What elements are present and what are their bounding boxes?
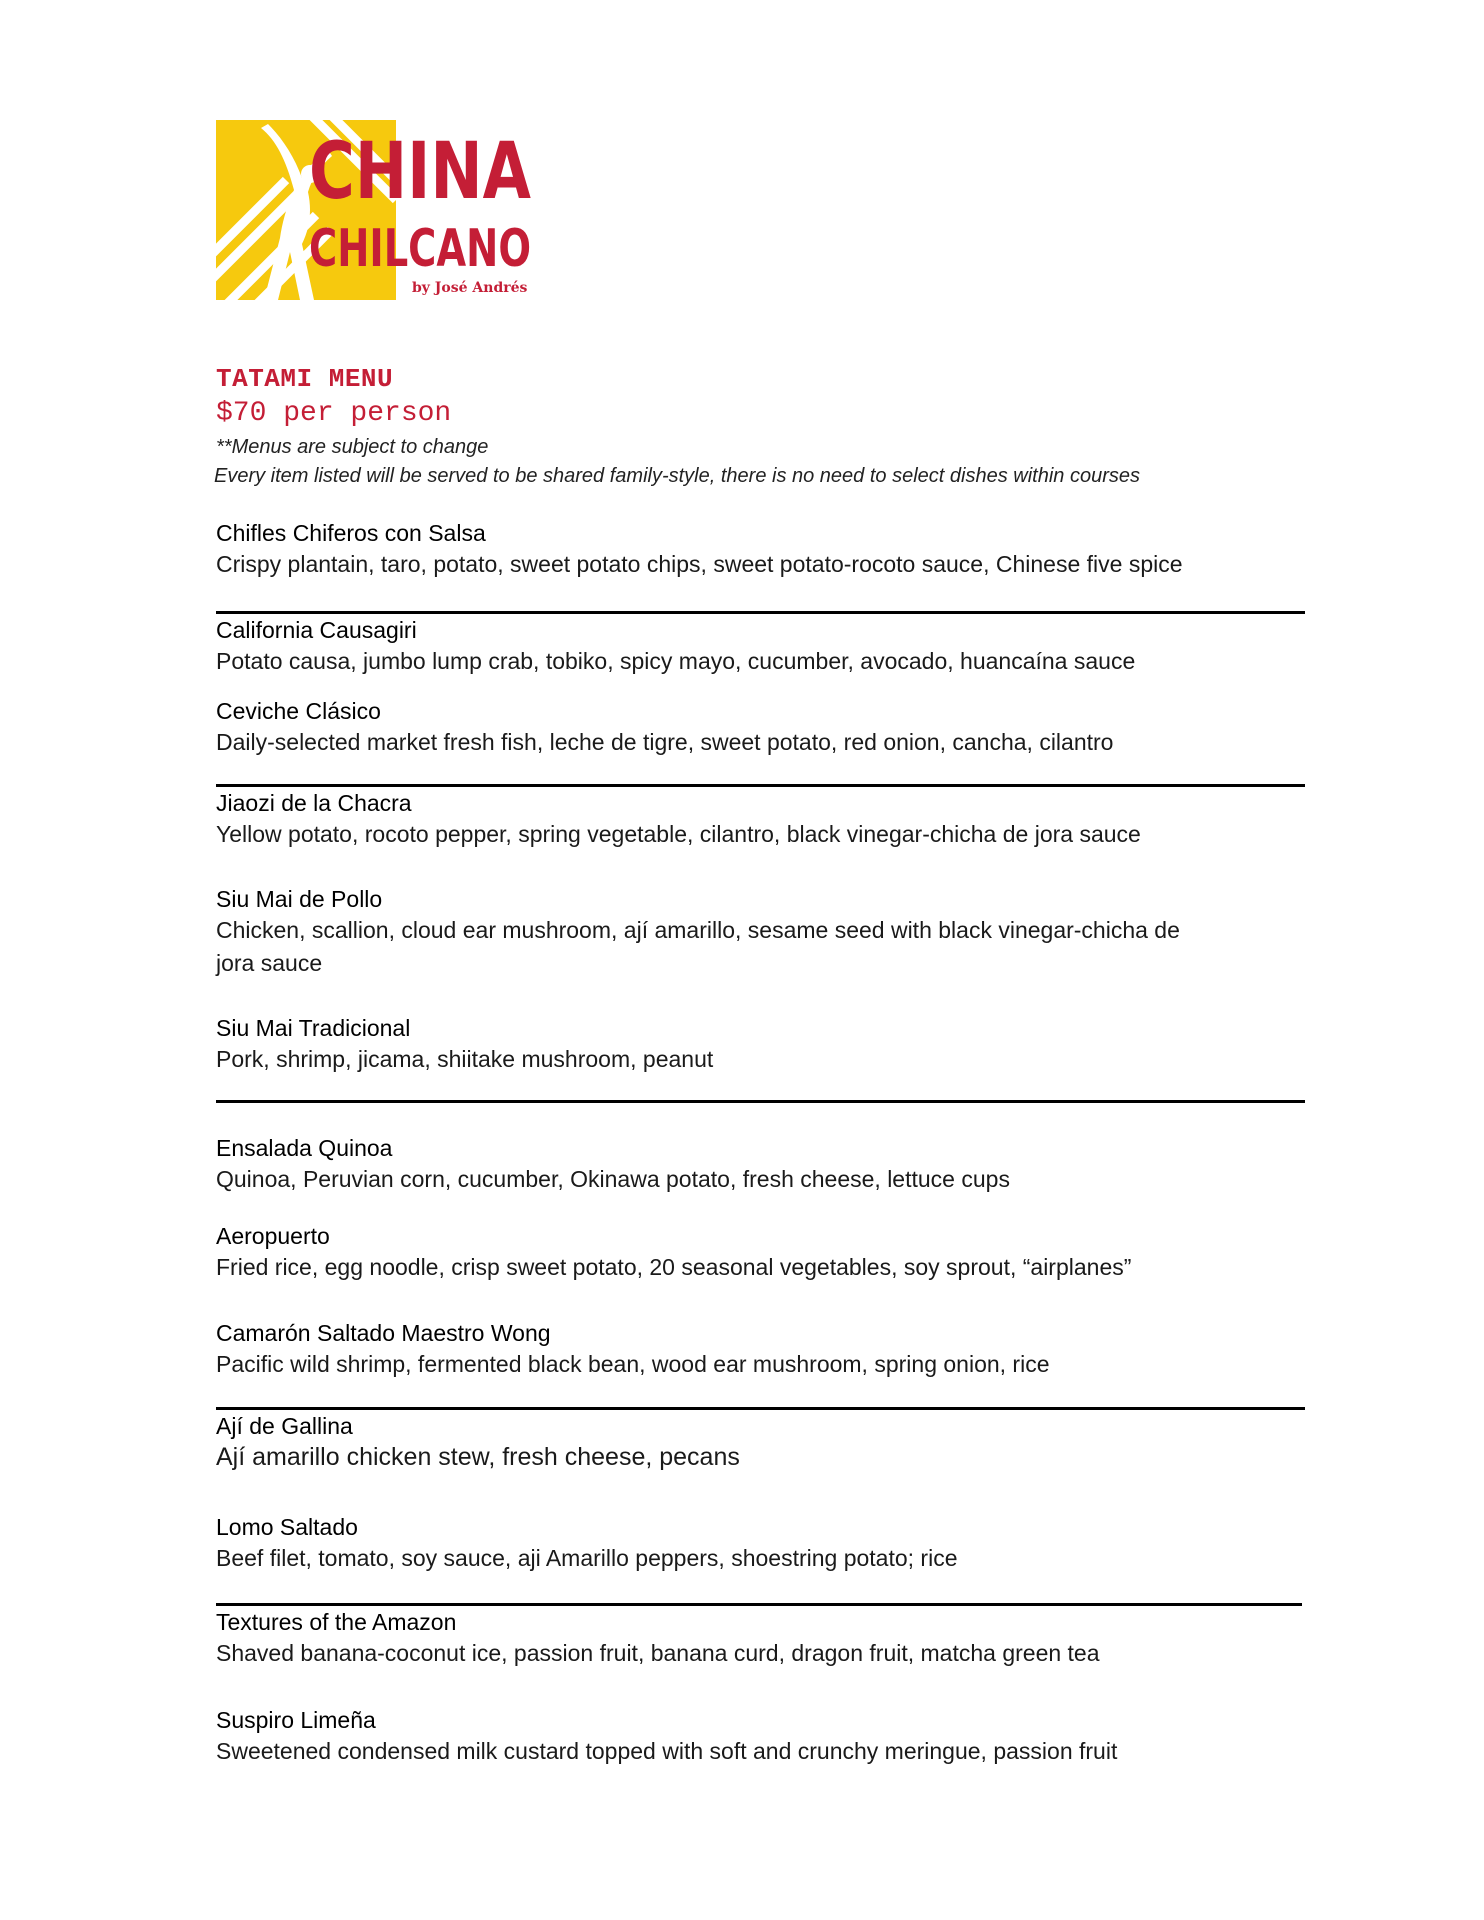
item-name: Chifles Chiferos con Salsa bbox=[216, 520, 486, 546]
menu-item bbox=[216, 615, 1306, 678]
section-divider bbox=[216, 1407, 1305, 1410]
item-description: Shaved banana-coconut ice, passion fruit, banana curd, dragon fruit, matcha green tea bbox=[216, 1640, 1100, 1666]
menu-change-note: **Menus are subject to change bbox=[216, 436, 489, 458]
restaurant-logo bbox=[216, 120, 534, 300]
item-description: Pork, shrimp, jicama, shiitake mushroom, peanut bbox=[216, 1046, 714, 1072]
item-name: Camarón Saltado Maestro Wong bbox=[216, 1320, 551, 1346]
item-description-line2: jora sauce bbox=[216, 950, 323, 976]
menu-item bbox=[216, 518, 1306, 581]
item-description: Daily-selected market fresh fish, leche de tigre, sweet potato, red onion, cancha, cilantro bbox=[216, 729, 1114, 755]
menu-price: $70 per person bbox=[216, 398, 452, 429]
item-description-line1: Chicken, scallion, cloud ear mushroom, ají amarillo, sesame seed with black vinegar-chicha de bbox=[216, 917, 1180, 943]
item-name: Ají de Gallina bbox=[216, 1413, 353, 1439]
item-description: Pacific wild shrimp, fermented black bean, wood ear mushroom, spring onion, rice bbox=[216, 1351, 1050, 1377]
menu-title: TATAMI MENU bbox=[216, 364, 394, 394]
section-divider bbox=[216, 784, 1305, 787]
item-description: Beef filet, tomato, soy sauce, aji Amarillo peppers, shoestring potato; rice bbox=[216, 1545, 958, 1571]
section-divider bbox=[216, 1603, 1302, 1606]
item-name: Ensalada Quinoa bbox=[216, 1135, 393, 1161]
menu-item bbox=[216, 788, 1306, 851]
item-name: Aeropuerto bbox=[216, 1223, 330, 1249]
menu-sharing-note: Every item listed will be served to be shared family-style, there is no need to select dishes within courses bbox=[214, 465, 1140, 487]
item-description: Crispy plantain, taro, potato, sweet potato chips, sweet potato-rocoto sauce, Chinese five spice bbox=[216, 551, 1183, 577]
item-name: Siu Mai de Pollo bbox=[216, 886, 383, 912]
item-description: Quinoa, Peruvian corn, cucumber, Okinawa potato, fresh cheese, lettuce cups bbox=[216, 1166, 1010, 1192]
logo-graphic bbox=[216, 120, 534, 300]
menu-item bbox=[216, 1013, 1306, 1076]
item-description: Sweetened condensed milk custard topped with soft and crunchy meringue, passion fruit bbox=[216, 1738, 1118, 1764]
item-name: California Causagiri bbox=[216, 617, 417, 643]
logo-byline: by José Andrés bbox=[412, 280, 528, 296]
item-name: Siu Mai Tradicional bbox=[216, 1015, 411, 1041]
item-description: Potato causa, jumbo lump crab, tobiko, spicy mayo, cucumber, avocado, huancaína sauce bbox=[216, 648, 1136, 674]
item-name: Lomo Saltado bbox=[216, 1514, 358, 1540]
logo-line2: CHILCANO bbox=[309, 219, 531, 279]
menu-item bbox=[216, 1221, 1306, 1284]
item-name: Jiaozi de la Chacra bbox=[216, 790, 412, 816]
logo-line1: CHINA bbox=[309, 127, 531, 217]
menu-item bbox=[216, 696, 1306, 759]
section-divider bbox=[216, 1100, 1305, 1103]
item-description: Fried rice, egg noodle, crisp sweet potato, 20 seasonal vegetables, soy sprout, “airplanes” bbox=[216, 1254, 1132, 1280]
menu-item bbox=[216, 1607, 1306, 1670]
item-name: Textures of the Amazon bbox=[216, 1609, 457, 1635]
item-name: Suspiro Limeña bbox=[216, 1707, 376, 1733]
menu-item bbox=[216, 1133, 1306, 1196]
item-description: Yellow potato, rocoto pepper, spring vegetable, cilantro, black vinegar-chicha de jora sauce bbox=[216, 821, 1141, 847]
menu-item bbox=[216, 884, 1306, 980]
section-divider bbox=[216, 611, 1305, 614]
item-name: Ceviche Clásico bbox=[216, 698, 381, 724]
menu-item bbox=[216, 1318, 1306, 1381]
menu-item bbox=[216, 1705, 1306, 1768]
menu-item bbox=[216, 1411, 1306, 1474]
item-description: Ají amarillo chicken stew, fresh cheese, pecans bbox=[216, 1443, 740, 1471]
menu-item bbox=[216, 1512, 1306, 1575]
